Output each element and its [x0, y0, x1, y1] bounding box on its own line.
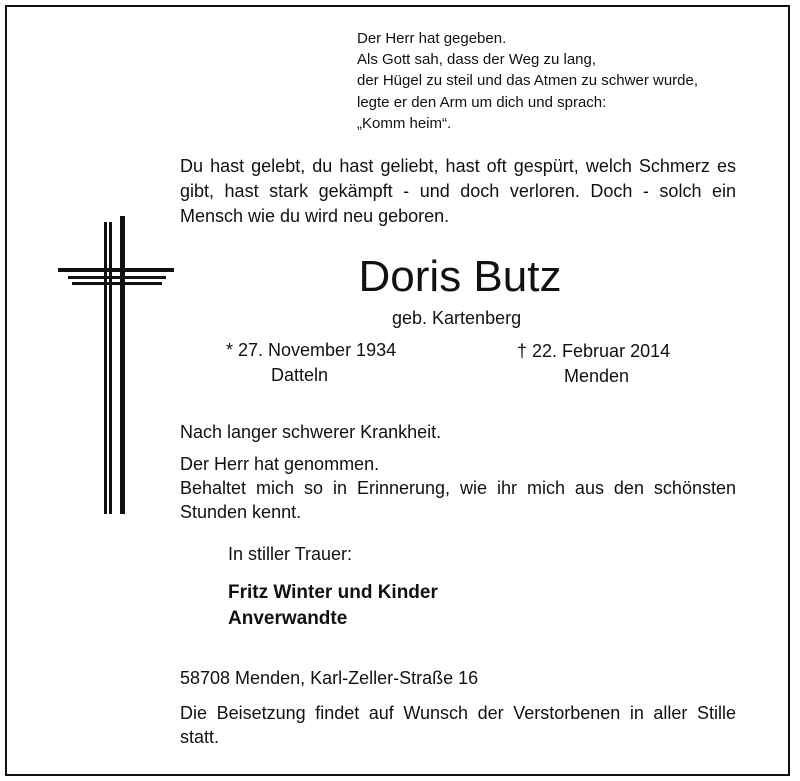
- mourning-label: In stiller Trauer:: [228, 544, 353, 564]
- poem-line: Als Gott sah, dass der Weg zu lang,: [357, 51, 597, 69]
- closing-line: Behaltet mich so in Erinnerung, wie ihr mich aus den schönsten Stunden kennt.: [180, 478, 736, 522]
- birth-name: geb. Kartenberg: [392, 308, 522, 328]
- death-date: † 22. Februar 2014: [517, 341, 671, 361]
- poem-line: „Komm heim“.: [357, 114, 452, 132]
- poem-line: Der Herr hat gegeben.: [357, 30, 507, 47]
- illness-note: Nach langer schwerer Krankheit.: [180, 422, 442, 442]
- birth-place: Datteln: [271, 365, 329, 385]
- death-place: Menden: [564, 366, 630, 386]
- mourner-name: Anverwandte: [228, 608, 348, 629]
- poem-line: legte er den Arm um dich und sprach:: [357, 93, 607, 111]
- birth-date: * 27. November 1934: [226, 340, 397, 360]
- deceased-name: Doris Butz: [358, 252, 562, 301]
- mourners-list: [228, 580, 438, 632]
- burial-note: Die Beisetzung findet auf Wunsch der Verstorbenen in aller Stille statt.: [180, 703, 736, 747]
- poem-line: der Hügel zu steil und das Atmen zu schwer wurde,: [357, 72, 699, 90]
- closing-words: [180, 452, 736, 524]
- closing-line: Der Herr hat genommen.: [180, 454, 380, 474]
- mourner-name: Fritz Winter und Kinder: [228, 582, 438, 603]
- intro-verse: Du hast gelebt, du hast geliebt, hast oft gespürt, welch Schmerz es gibt, hast stark gekämpft - und doch verloren. Doch - solch ein Mensch wie du wird neu geboren.: [180, 156, 736, 226]
- address: 58708 Menden, Karl-Zeller-Straße 16: [180, 668, 479, 688]
- poem: [357, 28, 698, 134]
